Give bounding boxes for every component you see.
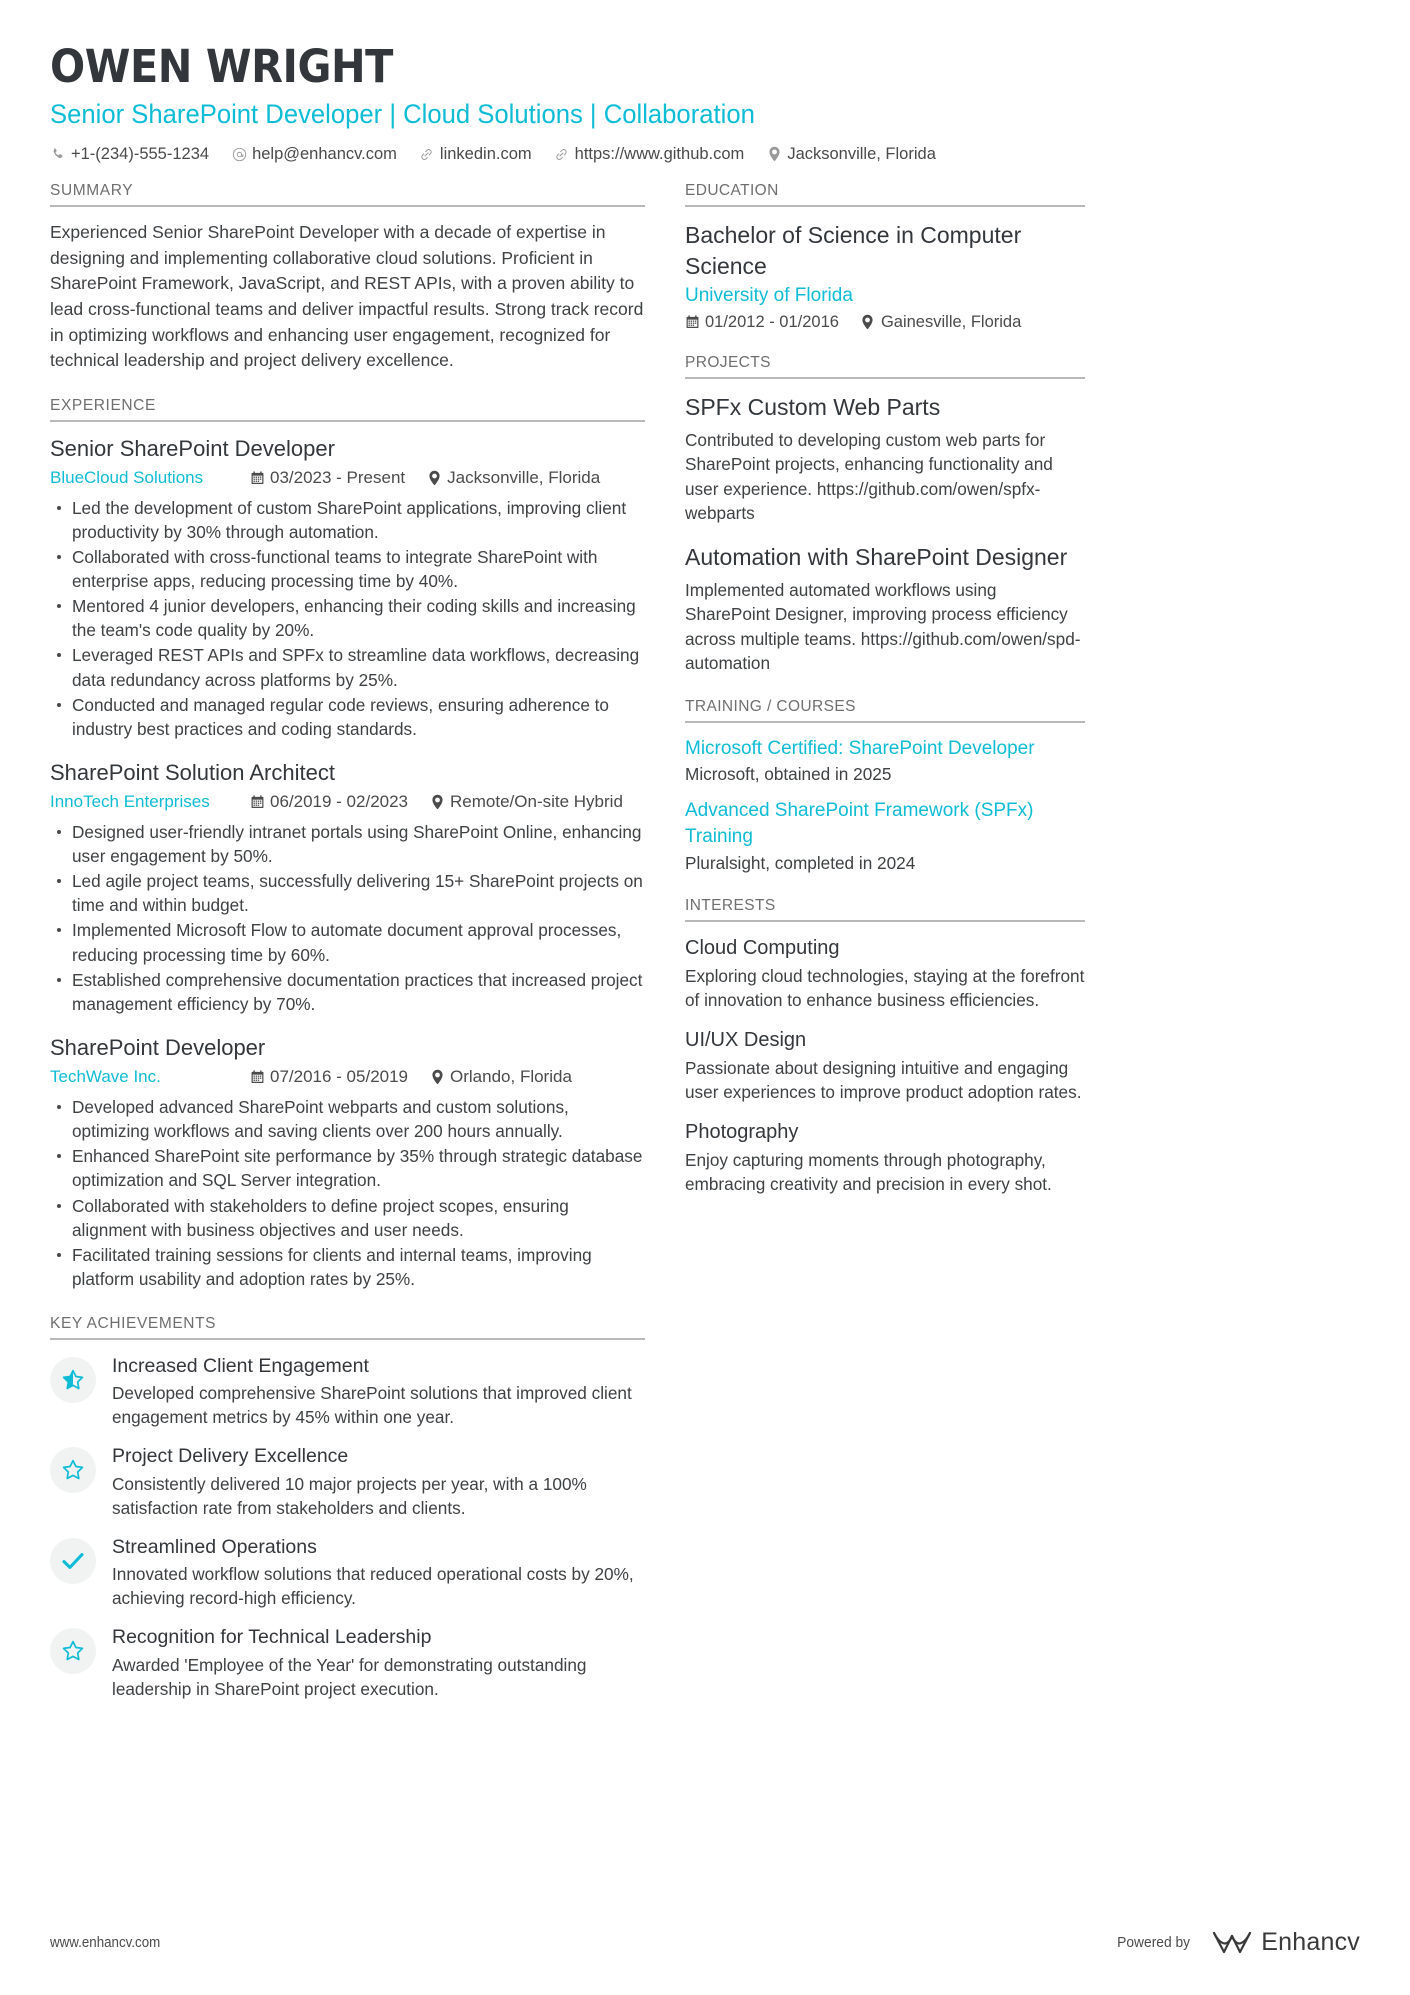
interest-title: Cloud Computing [685,936,840,959]
education-list [685,220,1085,331]
job-title-headline: Senior SharePoint Developer | Cloud Solutions | Collaboration [50,99,755,130]
section-training [685,698,1085,875]
contact-item[interactable] [50,146,209,163]
email-icon [231,146,247,162]
experience-bullets [50,820,645,1016]
section-experience [50,397,645,1291]
list-item: Enhanced SharePoint site performance by 35% through strategic database optimization and SQL Server integration. [50,1144,645,1192]
training-entry [685,736,1085,787]
education-dates: 01/2012 - 01/2016 [705,312,839,331]
experience-entry [50,1034,645,1291]
list-item: Established comprehensive documentation practices that increased project management efficiency by 70%. [50,968,645,1016]
link-icon [419,146,435,162]
achievement-body [112,1534,645,1610]
interest-description: Enjoy capturing moments through photography, embracing creativity and precision in every shot. [685,1149,1052,1194]
training-list [685,736,1085,875]
list-item: Implemented Microsoft Flow to automate document approval processes, reducing processing time by 60%. [50,918,645,966]
experience-company: TechWave Inc. [50,1067,161,1087]
experience-company: InnoTech Enterprises [50,792,210,812]
education-meta [685,313,1085,332]
education-school: University of Florida [685,285,853,307]
achievement-title: Recognition for Technical Leadership [112,1626,432,1649]
experience-location: Jacksonville, Florida [447,468,601,488]
contact-text: Jacksonville, Florida [787,144,936,163]
experience-company: BlueCloud Solutions [50,468,204,488]
training-entry [685,798,1085,874]
project-entry [685,392,1085,526]
achievement-title: Increased Client Engagement [112,1354,369,1377]
contact-item[interactable] [419,146,532,163]
location-icon [430,795,444,810]
left-column [50,182,645,1714]
phone-icon [50,146,66,162]
education-location-group [861,313,1021,332]
interest-title: UI/UX Design [685,1028,807,1051]
education-location: Gainesville, Florida [880,312,1022,331]
achievement-body [112,1443,645,1519]
experience-location-group [430,1065,572,1089]
resume-footer [50,1928,1360,1957]
experience-dates: 07/2016 - 05/2019 [270,1067,409,1087]
footer-website-url[interactable]: www.enhancv.com [50,1934,161,1951]
experience-bullets [50,496,645,741]
list-item: Conducted and managed regular code reviews, ensuring adherence to industry best practices and coding standards. [50,693,645,741]
contact-text: linkedin.com [439,144,532,163]
interest-entry [685,1027,1085,1105]
list-item: Collaborated with cross-functional teams to integrate SharePoint with enterprise apps, reducing processing time by 40%. [50,545,645,593]
experience-role: SharePoint Developer [50,1034,266,1060]
achievement-item [50,1624,645,1700]
achievement-item [50,1534,645,1610]
achievements-list [50,1353,645,1701]
training-subtitle: Pluralsight, completed in 2024 [685,852,916,873]
powered-by-label: Powered by [1117,1934,1191,1951]
section-summary [50,182,645,373]
experience-dates-group [250,790,408,814]
training-title: Microsoft Certified: SharePoint Developer [685,737,1035,759]
star-half-icon [50,1357,96,1403]
list-item: Developed advanced SharePoint webparts and custom solutions, optimizing workflows and saving clients over 200 hours annually. [50,1095,645,1143]
page-title: OWEN WRIGHT [50,40,393,93]
experience-bullets [50,1095,645,1291]
calendar-icon [250,795,264,810]
interest-description: Exploring cloud technologies, staying at the forefront of innovation to enhance business efficiencies. [685,965,1085,1011]
interest-entry [685,935,1085,1013]
experience-meta [50,1065,645,1089]
training-subtitle: Microsoft, obtained in 2025 [685,764,892,785]
footer-brand [1114,1928,1360,1957]
achievement-body [112,1353,645,1429]
contact-item[interactable] [766,146,936,163]
interests-list [685,935,1085,1197]
section-education [685,182,1085,331]
link-icon [554,146,570,162]
contact-text: https://www.github.com [574,144,745,163]
project-title: Automation with SharePoint Designer [685,543,1068,570]
contact-text: +1-(234)-555-1234 [71,144,210,163]
resume-body [50,182,1360,1714]
achievement-item [50,1353,645,1429]
achievement-title: Project Delivery Excellence [112,1445,349,1468]
contact-text: help@enhancv.com [252,144,397,163]
resume-header [50,42,1360,162]
experience-location: Remote/On-site Hybrid [450,792,623,812]
interest-title: Photography [685,1120,799,1143]
education-entry [685,220,1085,331]
right-column [685,182,1085,1200]
experience-entry [50,435,645,741]
project-description: Contributed to developing custom web parts for SharePoint projects, enhancing functionality and user experience. https://github.com/owen/spfx-webparts [685,430,1053,524]
location-icon [427,471,441,486]
experience-dates-group [250,466,405,490]
list-item: Designed user-friendly intranet portals using SharePoint Online, enhancing user engagement by 50%. [50,820,645,868]
project-description: Implemented automated workflows using SharePoint Designer, improving process efficiency across multiple teams. https://github.com/owen/spd-automation [685,580,1081,674]
location-icon [766,146,782,162]
experience-location-group [427,466,600,490]
contact-item[interactable] [231,146,397,163]
list-item: Led the development of custom SharePoint applications, improving client productivity by 30% through automation. [50,496,645,544]
achievement-description: Innovated workflow solutions that reduced operational costs by 20%, achieving record-high efficiency. [112,1564,634,1609]
achievement-title: Streamlined Operations [112,1535,317,1558]
star-outline-icon [50,1628,96,1674]
experience-dates: 03/2023 - Present [270,468,406,488]
experience-location: Orlando, Florida [450,1067,572,1087]
experience-entry [50,759,645,1016]
check-icon [50,1538,96,1584]
project-entry [685,542,1085,676]
achievement-body [112,1624,645,1700]
achievement-item [50,1443,645,1519]
experience-meta [50,466,645,490]
section-title-projects: PROJECTS [685,354,1085,379]
education-degree: Bachelor of Science in Computer Science [685,222,1022,279]
experience-meta [50,790,645,814]
list-item: Facilitated training sessions for clients and internal teams, improving platform usability and adoption rates by 25%. [50,1243,645,1291]
section-interests [685,897,1085,1197]
list-item: Collaborated with stakeholders to define project scopes, ensuring alignment with business objectives and user needs. [50,1194,645,1242]
enhancv-wordmark: Enhancv [1261,1928,1360,1956]
experience-dates-group [250,1065,408,1089]
enhancv-logo [1211,1929,1253,1956]
training-title: Advanced SharePoint Framework (SPFx) Training [685,800,1034,848]
section-title-summary: SUMMARY [50,182,645,207]
contact-item[interactable] [554,146,745,163]
list-item: Led agile project teams, successfully delivering 15+ SharePoint projects on time and within budget. [50,869,645,917]
interest-description: Passionate about designing intuitive and engaging user experiences to improve product adoption rates. [685,1057,1082,1103]
interest-entry [685,1119,1085,1197]
calendar-icon [685,315,699,330]
education-dates-group [685,313,839,332]
location-icon [430,1070,444,1085]
projects-list [685,392,1085,676]
section-key-achievements [50,1315,645,1701]
section-title-education: EDUCATION [685,182,1085,207]
experience-role: SharePoint Solution Architect [50,759,335,785]
experience-location-group [430,790,623,814]
project-title: SPFx Custom Web Parts [685,393,941,420]
section-title-key-achievements: KEY ACHIEVEMENTS [50,1315,645,1340]
section-title-training: TRAINING / COURSES [685,698,1085,723]
experience-role: Senior SharePoint Developer [50,435,335,461]
section-title-interests: INTERESTS [685,897,1085,922]
achievement-description: Developed comprehensive SharePoint solutions that improved client engagement metrics by 45% within one year. [112,1383,632,1428]
list-item: Leveraged REST APIs and SPFx to streamline data workflows, decreasing data redundancy across platforms by 25%. [50,643,645,691]
achievement-description: Consistently delivered 10 major projects per year, with a 100% satisfaction rate from stakeholders and clients. [112,1473,587,1518]
list-item: Mentored 4 junior developers, enhancing their coding skills and increasing the team's code quality by 20%. [50,594,645,642]
calendar-icon [250,1070,264,1085]
section-projects [685,354,1085,676]
experience-list [50,435,645,1291]
summary-text: Experienced Senior SharePoint Developer with a decade of expertise in designing and implementing collaborative cloud solutions. Proficient in SharePoint Framework, JavaScript, and REST APIs, with a proven ability to lead cross-functional teams and deliver impactful results. Strong track record in optimizing workflows and enhancing user engagement, recognized for technical leadership and project delivery excellence. [50,222,644,371]
section-title-experience: EXPERIENCE [50,397,645,422]
experience-dates: 06/2019 - 02/2023 [270,792,409,812]
location-icon [861,315,875,330]
star-outline-icon [50,1447,96,1493]
contact-row [50,146,1360,163]
calendar-icon [250,471,264,486]
achievement-description: Awarded 'Employee of the Year' for demonstrating outstanding leadership in SharePoint project execution. [112,1654,587,1699]
